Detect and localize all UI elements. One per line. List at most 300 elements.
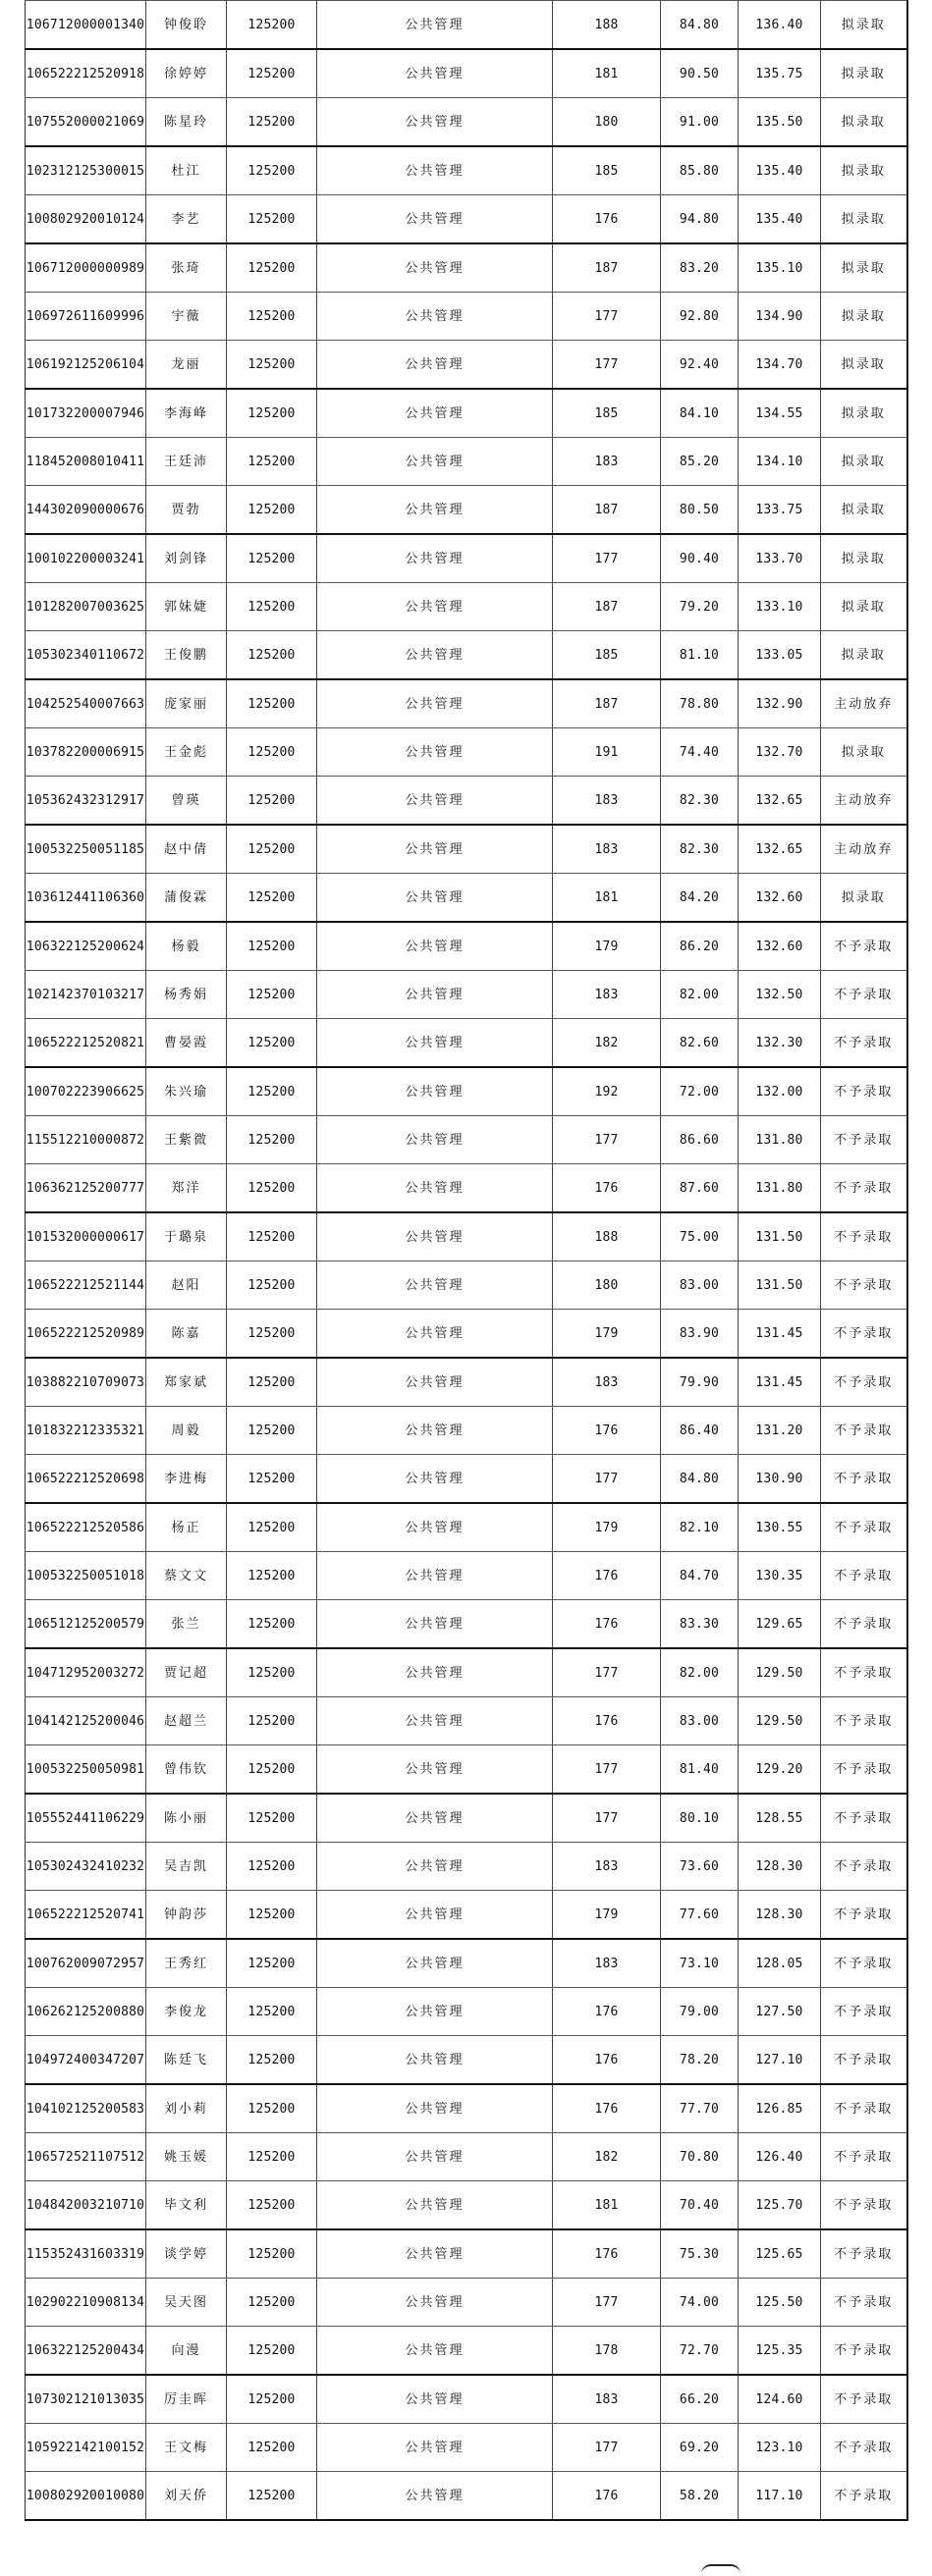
- exam-score-cell: 176: [553, 1600, 661, 1649]
- total-score-cell: 135.50: [739, 98, 821, 147]
- table-row: [26, 293, 907, 341]
- major-cell: 公共管理: [317, 2181, 553, 2230]
- program-code-cell: 125200: [227, 146, 317, 195]
- admission-status-cell: 拟录取: [821, 1, 907, 50]
- major-cell: 公共管理: [317, 1988, 553, 2036]
- results-sheet: [25, 0, 906, 2521]
- program-code-cell: 125200: [227, 2424, 317, 2472]
- exam-score-cell: 177: [553, 2424, 661, 2472]
- admission-status-cell: 不予录取: [821, 1843, 907, 1891]
- admission-status-cell: 不予录取: [821, 2279, 907, 2327]
- total-score-cell: 126.40: [739, 2133, 821, 2181]
- candidate-id-cell: 105302432410232: [26, 1843, 146, 1891]
- retest-score-cell: 91.00: [661, 98, 739, 147]
- major-cell: 公共管理: [317, 1310, 553, 1359]
- retest-score-cell: 83.30: [661, 1600, 739, 1649]
- candidate-id-cell: 104972400347207: [26, 2036, 146, 2085]
- candidate-id-cell: 106712000001340: [26, 1, 146, 50]
- major-cell: 公共管理: [317, 1745, 553, 1795]
- exam-score-cell: 179: [553, 1503, 661, 1552]
- candidate-id-cell: 102142370103217: [26, 971, 146, 1019]
- admission-status-cell: 不予录取: [821, 971, 907, 1019]
- total-score-cell: 133.05: [739, 631, 821, 680]
- program-code-cell: 125200: [227, 874, 317, 923]
- candidate-id-cell: 102312125300015: [26, 146, 146, 195]
- candidate-name-cell: 陈小丽: [146, 1794, 227, 1843]
- major-cell: 公共管理: [317, 1600, 553, 1649]
- candidate-name-cell: 王俊鹏: [146, 631, 227, 680]
- exam-score-cell: 176: [553, 2084, 661, 2133]
- program-code-cell: 125200: [227, 1407, 317, 1455]
- total-score-cell: 135.40: [739, 146, 821, 195]
- exam-score-cell: 179: [553, 1310, 661, 1359]
- total-score-cell: 133.75: [739, 486, 821, 535]
- candidate-name-cell: 刘天侨: [146, 2472, 227, 2521]
- admission-status-cell: 不予录取: [821, 1067, 907, 1116]
- table-row: [26, 971, 907, 1019]
- exam-score-cell: 177: [553, 534, 661, 583]
- retest-score-cell: 90.50: [661, 49, 739, 98]
- admission-status-cell: 不予录取: [821, 2036, 907, 2085]
- retest-score-cell: 58.20: [661, 2472, 739, 2521]
- admission-status-cell: 不予录取: [821, 1745, 907, 1795]
- admission-status-cell: 不予录取: [821, 2229, 907, 2279]
- program-code-cell: 125200: [227, 2133, 317, 2181]
- exam-score-cell: 183: [553, 2375, 661, 2424]
- candidate-name-cell: 李艺: [146, 195, 227, 244]
- candidate-name-cell: 杨正: [146, 1503, 227, 1552]
- candidate-name-cell: 张琦: [146, 243, 227, 293]
- program-code-cell: 125200: [227, 1261, 317, 1310]
- table-row: [26, 874, 907, 923]
- candidate-id-cell: 106522212520698: [26, 1455, 146, 1504]
- major-cell: 公共管理: [317, 1648, 553, 1697]
- table-row: [26, 679, 907, 728]
- total-score-cell: 136.40: [739, 1, 821, 50]
- admission-status-cell: 不予录取: [821, 1939, 907, 1988]
- candidate-id-cell: 105302340110672: [26, 631, 146, 680]
- admission-status-cell: 拟录取: [821, 98, 907, 147]
- admission-status-cell: 不予录取: [821, 1648, 907, 1697]
- retest-score-cell: 86.40: [661, 1407, 739, 1455]
- total-score-cell: 129.20: [739, 1745, 821, 1795]
- admission-status-cell: 拟录取: [821, 874, 907, 923]
- table-row: [26, 825, 907, 874]
- exam-score-cell: 185: [553, 389, 661, 438]
- program-code-cell: 125200: [227, 49, 317, 98]
- major-cell: 公共管理: [317, 679, 553, 728]
- total-score-cell: 132.65: [739, 777, 821, 826]
- table-body: [26, 1, 907, 2521]
- total-score-cell: 132.50: [739, 971, 821, 1019]
- program-code-cell: 125200: [227, 195, 317, 244]
- retest-score-cell: 85.20: [661, 438, 739, 486]
- table-row: [26, 583, 907, 631]
- candidate-id-cell: 100102200003241: [26, 534, 146, 583]
- total-score-cell: 130.55: [739, 1503, 821, 1552]
- total-score-cell: 124.60: [739, 2375, 821, 2424]
- retest-score-cell: 75.30: [661, 2229, 739, 2279]
- candidate-id-cell: 101732200007946: [26, 389, 146, 438]
- candidate-name-cell: 李俊龙: [146, 1988, 227, 2036]
- candidate-name-cell: 李海峰: [146, 389, 227, 438]
- table-row: [26, 1, 907, 50]
- candidate-name-cell: 杜江: [146, 146, 227, 195]
- candidate-id-cell: 101832212335321: [26, 1407, 146, 1455]
- exam-score-cell: 182: [553, 1019, 661, 1068]
- retest-score-cell: 84.20: [661, 874, 739, 923]
- exam-score-cell: 191: [553, 728, 661, 777]
- major-cell: 公共管理: [317, 1407, 553, 1455]
- retest-score-cell: 82.00: [661, 971, 739, 1019]
- candidate-name-cell: 杨秀娟: [146, 971, 227, 1019]
- admission-status-cell: 拟录取: [821, 389, 907, 438]
- candidate-id-cell: 106262125200880: [26, 1988, 146, 2036]
- program-code-cell: 125200: [227, 486, 317, 535]
- candidate-name-cell: 龙丽: [146, 341, 227, 390]
- table-row: [26, 2472, 907, 2521]
- candidate-name-cell: 刘剑锋: [146, 534, 227, 583]
- candidate-name-cell: 宇薇: [146, 293, 227, 341]
- table-row: [26, 146, 907, 195]
- admission-status-cell: 拟录取: [821, 583, 907, 631]
- program-code-cell: 125200: [227, 1988, 317, 2036]
- major-cell: 公共管理: [317, 2327, 553, 2376]
- candidate-name-cell: 郑洋: [146, 1164, 227, 1213]
- retest-score-cell: 82.00: [661, 1648, 739, 1697]
- candidate-name-cell: 贾勃: [146, 486, 227, 535]
- total-score-cell: 132.70: [739, 728, 821, 777]
- table-row: [26, 1552, 907, 1600]
- admission-status-cell: 不予录取: [821, 1600, 907, 1649]
- program-code-cell: 125200: [227, 1600, 317, 1649]
- exam-score-cell: 187: [553, 679, 661, 728]
- total-score-cell: 125.35: [739, 2327, 821, 2376]
- candidate-id-cell: 106712000000989: [26, 243, 146, 293]
- exam-score-cell: 180: [553, 98, 661, 147]
- program-code-cell: 125200: [227, 583, 317, 631]
- table-row: [26, 1358, 907, 1407]
- admission-status-cell: 不予录取: [821, 2472, 907, 2521]
- table-row: [26, 98, 907, 147]
- admission-status-cell: 不予录取: [821, 1407, 907, 1455]
- candidate-name-cell: 陈嘉: [146, 1310, 227, 1359]
- program-code-cell: 125200: [227, 1212, 317, 1261]
- admission-status-cell: 不予录取: [821, 2327, 907, 2376]
- retest-score-cell: 82.30: [661, 777, 739, 826]
- table-row: [26, 728, 907, 777]
- exam-score-cell: 177: [553, 1745, 661, 1795]
- major-cell: 公共管理: [317, 389, 553, 438]
- major-cell: 公共管理: [317, 1, 553, 50]
- retest-score-cell: 73.60: [661, 1843, 739, 1891]
- admission-status-cell: 拟录取: [821, 728, 907, 777]
- total-score-cell: 132.65: [739, 825, 821, 874]
- table-row: [26, 1939, 907, 1988]
- program-code-cell: 125200: [227, 922, 317, 971]
- major-cell: 公共管理: [317, 2036, 553, 2085]
- major-cell: 公共管理: [317, 534, 553, 583]
- table-row: [26, 1067, 907, 1116]
- candidate-id-cell: 115352431603319: [26, 2229, 146, 2279]
- major-cell: 公共管理: [317, 777, 553, 826]
- candidate-id-cell: 106192125206104: [26, 341, 146, 390]
- exam-score-cell: 176: [553, 1552, 661, 1600]
- table-row: [26, 49, 907, 98]
- program-code-cell: 125200: [227, 679, 317, 728]
- exam-score-cell: 176: [553, 1164, 661, 1213]
- exam-score-cell: 183: [553, 825, 661, 874]
- major-cell: 公共管理: [317, 1164, 553, 1213]
- admission-status-cell: 不予录取: [821, 2375, 907, 2424]
- candidate-name-cell: 周毅: [146, 1407, 227, 1455]
- admission-status-cell: 拟录取: [821, 293, 907, 341]
- total-score-cell: 134.55: [739, 389, 821, 438]
- candidate-id-cell: 106522212520918: [26, 49, 146, 98]
- candidate-name-cell: 姚玉媛: [146, 2133, 227, 2181]
- exam-score-cell: 183: [553, 971, 661, 1019]
- total-score-cell: 128.05: [739, 1939, 821, 1988]
- major-cell: 公共管理: [317, 1067, 553, 1116]
- candidate-id-cell: 106522212520989: [26, 1310, 146, 1359]
- retest-score-cell: 87.60: [661, 1164, 739, 1213]
- table-row: [26, 1843, 907, 1891]
- program-code-cell: 125200: [227, 1503, 317, 1552]
- total-score-cell: 131.20: [739, 1407, 821, 1455]
- candidate-name-cell: 毕文利: [146, 2181, 227, 2230]
- admission-status-cell: 主动放弃: [821, 679, 907, 728]
- major-cell: 公共管理: [317, 341, 553, 390]
- candidate-id-cell: 104712952003272: [26, 1648, 146, 1697]
- exam-score-cell: 177: [553, 341, 661, 390]
- program-code-cell: 125200: [227, 1067, 317, 1116]
- retest-score-cell: 83.90: [661, 1310, 739, 1359]
- exam-score-cell: 183: [553, 438, 661, 486]
- exam-score-cell: 177: [553, 1794, 661, 1843]
- program-code-cell: 125200: [227, 728, 317, 777]
- exam-score-cell: 183: [553, 777, 661, 826]
- total-score-cell: 129.50: [739, 1697, 821, 1745]
- retest-score-cell: 79.90: [661, 1358, 739, 1407]
- table-row: [26, 195, 907, 244]
- major-cell: 公共管理: [317, 2424, 553, 2472]
- candidate-id-cell: 100702223906625: [26, 1067, 146, 1116]
- retest-score-cell: 80.10: [661, 1794, 739, 1843]
- total-score-cell: 127.10: [739, 2036, 821, 2085]
- exam-score-cell: 192: [553, 1067, 661, 1116]
- admission-status-cell: 拟录取: [821, 341, 907, 390]
- retest-score-cell: 77.60: [661, 1891, 739, 1940]
- candidate-name-cell: 王文梅: [146, 2424, 227, 2472]
- retest-score-cell: 74.40: [661, 728, 739, 777]
- candidate-id-cell: 101532000000617: [26, 1212, 146, 1261]
- total-score-cell: 129.50: [739, 1648, 821, 1697]
- total-score-cell: 131.50: [739, 1261, 821, 1310]
- program-code-cell: 125200: [227, 1455, 317, 1504]
- major-cell: 公共管理: [317, 1697, 553, 1745]
- table-row: [26, 1407, 907, 1455]
- admission-status-cell: 不予录取: [821, 1988, 907, 2036]
- major-cell: 公共管理: [317, 486, 553, 535]
- candidate-name-cell: 张兰: [146, 1600, 227, 1649]
- admission-status-cell: 不予录取: [821, 922, 907, 971]
- admission-status-cell: 不予录取: [821, 2133, 907, 2181]
- candidate-name-cell: 曹晏霞: [146, 1019, 227, 1068]
- major-cell: 公共管理: [317, 1503, 553, 1552]
- retest-score-cell: 70.80: [661, 2133, 739, 2181]
- program-code-cell: 125200: [227, 825, 317, 874]
- admission-status-cell: 拟录取: [821, 49, 907, 98]
- admission-status-cell: 不予录取: [821, 1310, 907, 1359]
- major-cell: 公共管理: [317, 583, 553, 631]
- candidate-id-cell: 106522212520821: [26, 1019, 146, 1068]
- candidate-name-cell: 陈廷飞: [146, 2036, 227, 2085]
- admission-status-cell: 不予录取: [821, 1164, 907, 1213]
- program-code-cell: 125200: [227, 1794, 317, 1843]
- program-code-cell: 125200: [227, 2036, 317, 2085]
- table-row: [26, 341, 907, 390]
- retest-score-cell: 77.70: [661, 2084, 739, 2133]
- table-row: [26, 1745, 907, 1795]
- retest-score-cell: 79.20: [661, 583, 739, 631]
- major-cell: 公共管理: [317, 2279, 553, 2327]
- candidate-name-cell: 吴天图: [146, 2279, 227, 2327]
- candidate-id-cell: 106522212520741: [26, 1891, 146, 1940]
- program-code-cell: 125200: [227, 341, 317, 390]
- retest-score-cell: 80.50: [661, 486, 739, 535]
- retest-score-cell: 85.80: [661, 146, 739, 195]
- table-row: [26, 631, 907, 680]
- exam-score-cell: 188: [553, 1, 661, 50]
- major-cell: 公共管理: [317, 438, 553, 486]
- exam-score-cell: 178: [553, 2327, 661, 2376]
- candidate-id-cell: 106972611609996: [26, 293, 146, 341]
- admission-status-cell: 不予录取: [821, 2181, 907, 2230]
- table-row: [26, 2084, 907, 2133]
- program-code-cell: 125200: [227, 2472, 317, 2521]
- program-code-cell: 125200: [227, 534, 317, 583]
- exam-score-cell: 183: [553, 1939, 661, 1988]
- major-cell: 公共管理: [317, 1552, 553, 1600]
- total-score-cell: 123.10: [739, 2424, 821, 2472]
- admission-status-cell: 主动放弃: [821, 777, 907, 826]
- candidate-id-cell: 100802920010124: [26, 195, 146, 244]
- program-code-cell: 125200: [227, 1116, 317, 1164]
- exam-score-cell: 177: [553, 293, 661, 341]
- table-row: [26, 1697, 907, 1745]
- total-score-cell: 128.30: [739, 1891, 821, 1940]
- candidate-id-cell: 104842003210710: [26, 2181, 146, 2230]
- candidate-name-cell: 于璐泉: [146, 1212, 227, 1261]
- candidate-name-cell: 吴吉凯: [146, 1843, 227, 1891]
- retest-score-cell: 81.10: [661, 631, 739, 680]
- table-row: [26, 777, 907, 826]
- exam-score-cell: 179: [553, 1891, 661, 1940]
- exam-score-cell: 181: [553, 874, 661, 923]
- exam-score-cell: 183: [553, 1358, 661, 1407]
- retest-score-cell: 73.10: [661, 1939, 739, 1988]
- candidate-name-cell: 赵中倩: [146, 825, 227, 874]
- total-score-cell: 132.00: [739, 1067, 821, 1116]
- program-code-cell: 125200: [227, 1552, 317, 1600]
- major-cell: 公共管理: [317, 2472, 553, 2521]
- table-row: [26, 389, 907, 438]
- candidate-id-cell: 105922142100152: [26, 2424, 146, 2472]
- exam-score-cell: 188: [553, 1212, 661, 1261]
- program-code-cell: 125200: [227, 1, 317, 50]
- major-cell: 公共管理: [317, 1455, 553, 1504]
- retest-score-cell: 82.60: [661, 1019, 739, 1068]
- program-code-cell: 125200: [227, 631, 317, 680]
- table-row: [26, 1648, 907, 1697]
- admission-status-cell: 拟录取: [821, 195, 907, 244]
- exam-score-cell: 176: [553, 2472, 661, 2521]
- candidate-id-cell: 100532250051185: [26, 825, 146, 874]
- retest-score-cell: 78.80: [661, 679, 739, 728]
- exam-score-cell: 176: [553, 2229, 661, 2279]
- major-cell: 公共管理: [317, 1939, 553, 1988]
- program-code-cell: 125200: [227, 1310, 317, 1359]
- admission-status-cell: 不予录取: [821, 1212, 907, 1261]
- table-row: [26, 2181, 907, 2230]
- candidate-id-cell: 107302121013035: [26, 2375, 146, 2424]
- candidate-name-cell: 王秀红: [146, 1939, 227, 1988]
- exam-score-cell: 180: [553, 1261, 661, 1310]
- total-score-cell: 131.50: [739, 1212, 821, 1261]
- total-score-cell: 135.75: [739, 49, 821, 98]
- total-score-cell: 127.50: [739, 1988, 821, 2036]
- major-cell: 公共管理: [317, 922, 553, 971]
- table-row: [26, 1794, 907, 1843]
- candidate-id-cell: 106522212521144: [26, 1261, 146, 1310]
- candidate-name-cell: 郑家斌: [146, 1358, 227, 1407]
- retest-score-cell: 84.10: [661, 389, 739, 438]
- total-score-cell: 130.90: [739, 1455, 821, 1504]
- admission-status-cell: 不予录取: [821, 1697, 907, 1745]
- candidate-id-cell: 100802920010080: [26, 2472, 146, 2521]
- admission-status-cell: 主动放弃: [821, 825, 907, 874]
- candidate-name-cell: 曾瑛: [146, 777, 227, 826]
- candidate-id-cell: 100532250050981: [26, 1745, 146, 1795]
- exam-score-cell: 187: [553, 243, 661, 293]
- major-cell: 公共管理: [317, 1358, 553, 1407]
- table-row: [26, 486, 907, 535]
- candidate-name-cell: 徐婷婷: [146, 49, 227, 98]
- exam-score-cell: 176: [553, 2036, 661, 2085]
- exam-score-cell: 187: [553, 486, 661, 535]
- program-code-cell: 125200: [227, 2084, 317, 2133]
- program-code-cell: 125200: [227, 1891, 317, 1940]
- major-cell: 公共管理: [317, 1843, 553, 1891]
- total-score-cell: 128.55: [739, 1794, 821, 1843]
- exam-score-cell: 177: [553, 1116, 661, 1164]
- admission-status-cell: 不予录取: [821, 1358, 907, 1407]
- retest-score-cell: 82.30: [661, 825, 739, 874]
- total-score-cell: 131.80: [739, 1116, 821, 1164]
- table-row: [26, 2133, 907, 2181]
- admission-status-cell: 不予录取: [821, 1455, 907, 1504]
- candidate-id-cell: 105362432312917: [26, 777, 146, 826]
- major-cell: 公共管理: [317, 195, 553, 244]
- table-row: [26, 1116, 907, 1164]
- admission-status-cell: 不予录取: [821, 1503, 907, 1552]
- candidate-id-cell: 118452008010411: [26, 438, 146, 486]
- total-score-cell: 134.70: [739, 341, 821, 390]
- program-code-cell: 125200: [227, 1843, 317, 1891]
- major-cell: 公共管理: [317, 98, 553, 147]
- program-code-cell: 125200: [227, 777, 317, 826]
- exam-score-cell: 177: [553, 1455, 661, 1504]
